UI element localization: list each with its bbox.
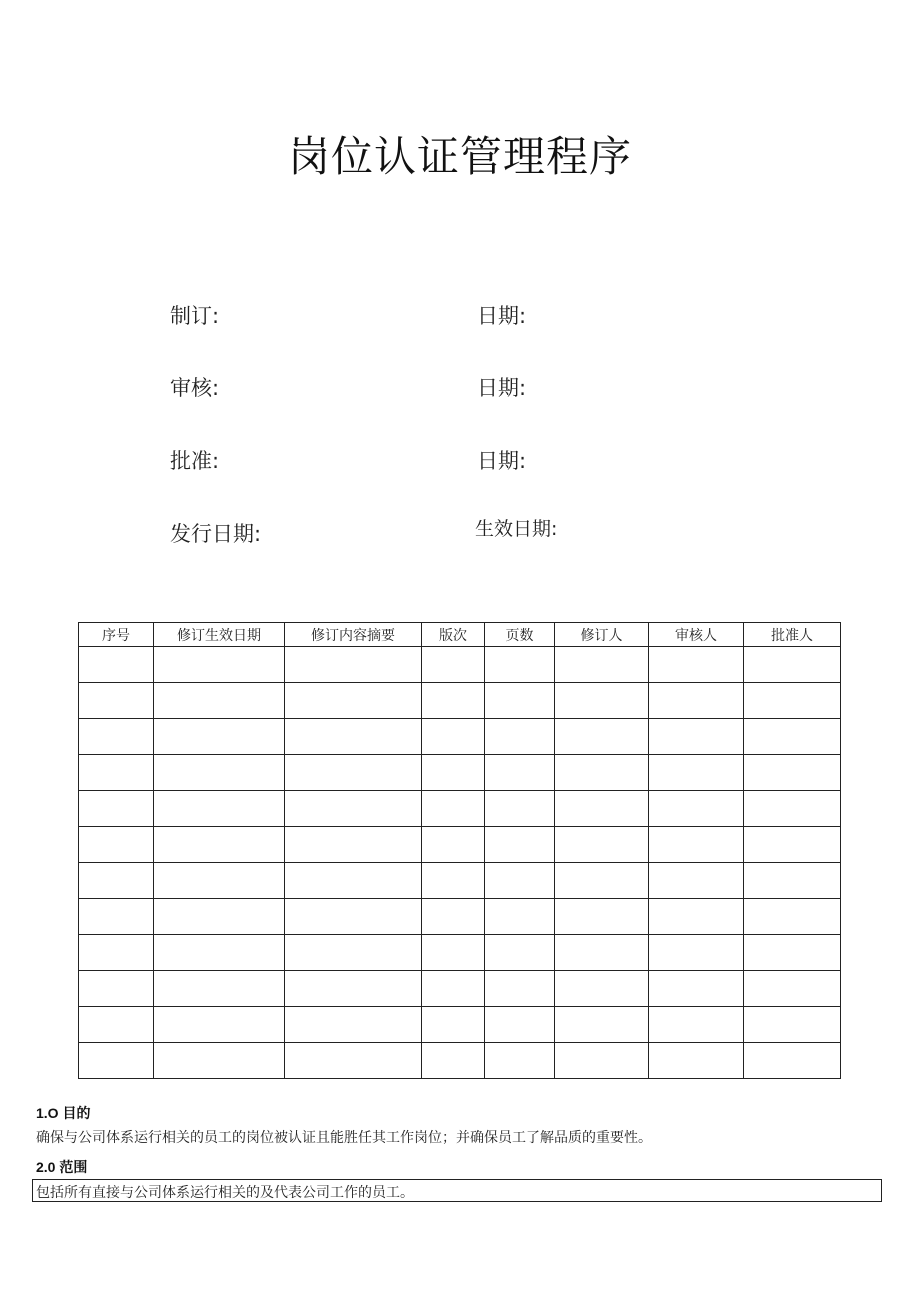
table-cell: [285, 647, 422, 683]
table-cell: [79, 935, 154, 971]
table-cell: [485, 1043, 555, 1079]
table-cell: [285, 755, 422, 791]
table-cell: [285, 791, 422, 827]
table-cell: [485, 647, 555, 683]
table-row: [79, 827, 841, 863]
header-approver: 批准人: [744, 623, 841, 647]
table-cell: [649, 899, 744, 935]
header-summary: 修订内容摘要: [285, 623, 422, 647]
purpose-text: 确保与公司体系运行相关的员工的岗位被认证且能胜任其工作岗位；并确保员工了解品质的重要性。: [36, 1130, 652, 1146]
table-cell: [485, 791, 555, 827]
table-cell: [422, 719, 485, 755]
table-cell: [285, 719, 422, 755]
table-cell: [154, 827, 285, 863]
table-row: [79, 683, 841, 719]
approve-label: 批准:: [170, 449, 220, 473]
table-cell: [555, 719, 649, 755]
table-cell: [154, 1043, 285, 1079]
table-cell: [422, 827, 485, 863]
table-cell: [649, 935, 744, 971]
table-cell: [485, 683, 555, 719]
scope-box: [32, 1179, 882, 1202]
table-cell: [422, 755, 485, 791]
table-cell: [485, 1007, 555, 1043]
table-cell: [79, 827, 154, 863]
table-cell: [79, 719, 154, 755]
table-cell: [422, 863, 485, 899]
table-cell: [485, 899, 555, 935]
scope-heading: 2.0 范围: [36, 1159, 88, 1175]
table-cell: [79, 791, 154, 827]
table-cell: [285, 1007, 422, 1043]
revision-history-table: [78, 622, 841, 1079]
table-cell: [485, 755, 555, 791]
table-cell: [422, 1007, 485, 1043]
table-cell: [285, 1043, 422, 1079]
table-cell: [154, 791, 285, 827]
table-cell: [154, 935, 285, 971]
table-cell: [154, 863, 285, 899]
table-cell: [485, 971, 555, 1007]
table-cell: [555, 755, 649, 791]
table-cell: [555, 683, 649, 719]
table-cell: [79, 647, 154, 683]
table-cell: [285, 935, 422, 971]
header-reviewer: 审核人: [649, 623, 744, 647]
table-cell: [422, 899, 485, 935]
table-cell: [485, 863, 555, 899]
table-cell: [154, 719, 285, 755]
table-row: [79, 1043, 841, 1079]
table-cell: [555, 935, 649, 971]
table-cell: [555, 647, 649, 683]
review-date-label: 日期:: [477, 376, 527, 400]
table-cell: [154, 683, 285, 719]
table-cell: [649, 791, 744, 827]
table-cell: [649, 863, 744, 899]
table-cell: [422, 683, 485, 719]
table-row: [79, 935, 841, 971]
table-cell: [649, 1007, 744, 1043]
table-cell: [555, 971, 649, 1007]
table-cell: [744, 755, 841, 791]
scope-text: 包括所有直接与公司体系运行相关的及代表公司工作的员工。: [36, 1185, 414, 1201]
table-cell: [744, 827, 841, 863]
table-cell: [285, 683, 422, 719]
table-cell: [154, 1007, 285, 1043]
table-row: [79, 971, 841, 1007]
table-cell: [485, 935, 555, 971]
purpose-heading: 1.O 目的: [36, 1105, 91, 1121]
table-cell: [154, 647, 285, 683]
table-cell: [744, 719, 841, 755]
table-cell: [744, 863, 841, 899]
table-row: [79, 647, 841, 683]
issue-date-label: 发行日期:: [170, 522, 262, 546]
table-cell: [744, 899, 841, 935]
table-cell: [744, 647, 841, 683]
table-cell: [555, 899, 649, 935]
review-label: 审核:: [170, 376, 220, 400]
table-cell: [422, 791, 485, 827]
table-cell: [154, 755, 285, 791]
table-cell: [79, 1007, 154, 1043]
table-row: [79, 863, 841, 899]
table-cell: [422, 935, 485, 971]
table-cell: [649, 647, 744, 683]
table-cell: [649, 971, 744, 1007]
effective-date-label: 生效日期:: [475, 518, 558, 540]
table-cell: [79, 971, 154, 1007]
table-cell: [285, 827, 422, 863]
table-cell: [555, 1043, 649, 1079]
table-cell: [285, 863, 422, 899]
table-cell: [649, 683, 744, 719]
table-cell: [555, 1007, 649, 1043]
table-cell: [744, 1007, 841, 1043]
header-pages: 页数: [485, 623, 555, 647]
draft-label: 制订:: [170, 304, 220, 328]
table-cell: [555, 827, 649, 863]
draft-date-label: 日期:: [477, 304, 527, 328]
table-cell: [79, 683, 154, 719]
table-cell: [79, 899, 154, 935]
table-row: [79, 899, 841, 935]
table-cell: [485, 719, 555, 755]
table-cell: [485, 827, 555, 863]
document-title: 岗位认证管理程序: [287, 132, 632, 181]
header-seq: 序号: [79, 623, 154, 647]
header-reviser: 修订人: [555, 623, 649, 647]
header-effective-date: 修订生效日期: [154, 623, 285, 647]
table-cell: [154, 899, 285, 935]
table-row: [79, 755, 841, 791]
table-cell: [744, 791, 841, 827]
table-cell: [649, 755, 744, 791]
table-cell: [555, 791, 649, 827]
table-header-row: [79, 623, 841, 647]
table-cell: [555, 863, 649, 899]
header-version: 版次: [422, 623, 485, 647]
table-row: [79, 1007, 841, 1043]
table-cell: [79, 1043, 154, 1079]
table-cell: [422, 647, 485, 683]
table-cell: [744, 683, 841, 719]
table-row: [79, 791, 841, 827]
table-cell: [649, 1043, 744, 1079]
table-cell: [285, 899, 422, 935]
table-cell: [79, 863, 154, 899]
table-cell: [649, 827, 744, 863]
table-cell: [422, 971, 485, 1007]
table-cell: [154, 971, 285, 1007]
table-cell: [744, 935, 841, 971]
table-cell: [744, 971, 841, 1007]
approve-date-label: 日期:: [477, 449, 527, 473]
table-cell: [744, 1043, 841, 1079]
table-body: [79, 647, 841, 1079]
table-cell: [422, 1043, 485, 1079]
table-row: [79, 719, 841, 755]
table-cell: [649, 719, 744, 755]
table-cell: [79, 755, 154, 791]
table-cell: [285, 971, 422, 1007]
